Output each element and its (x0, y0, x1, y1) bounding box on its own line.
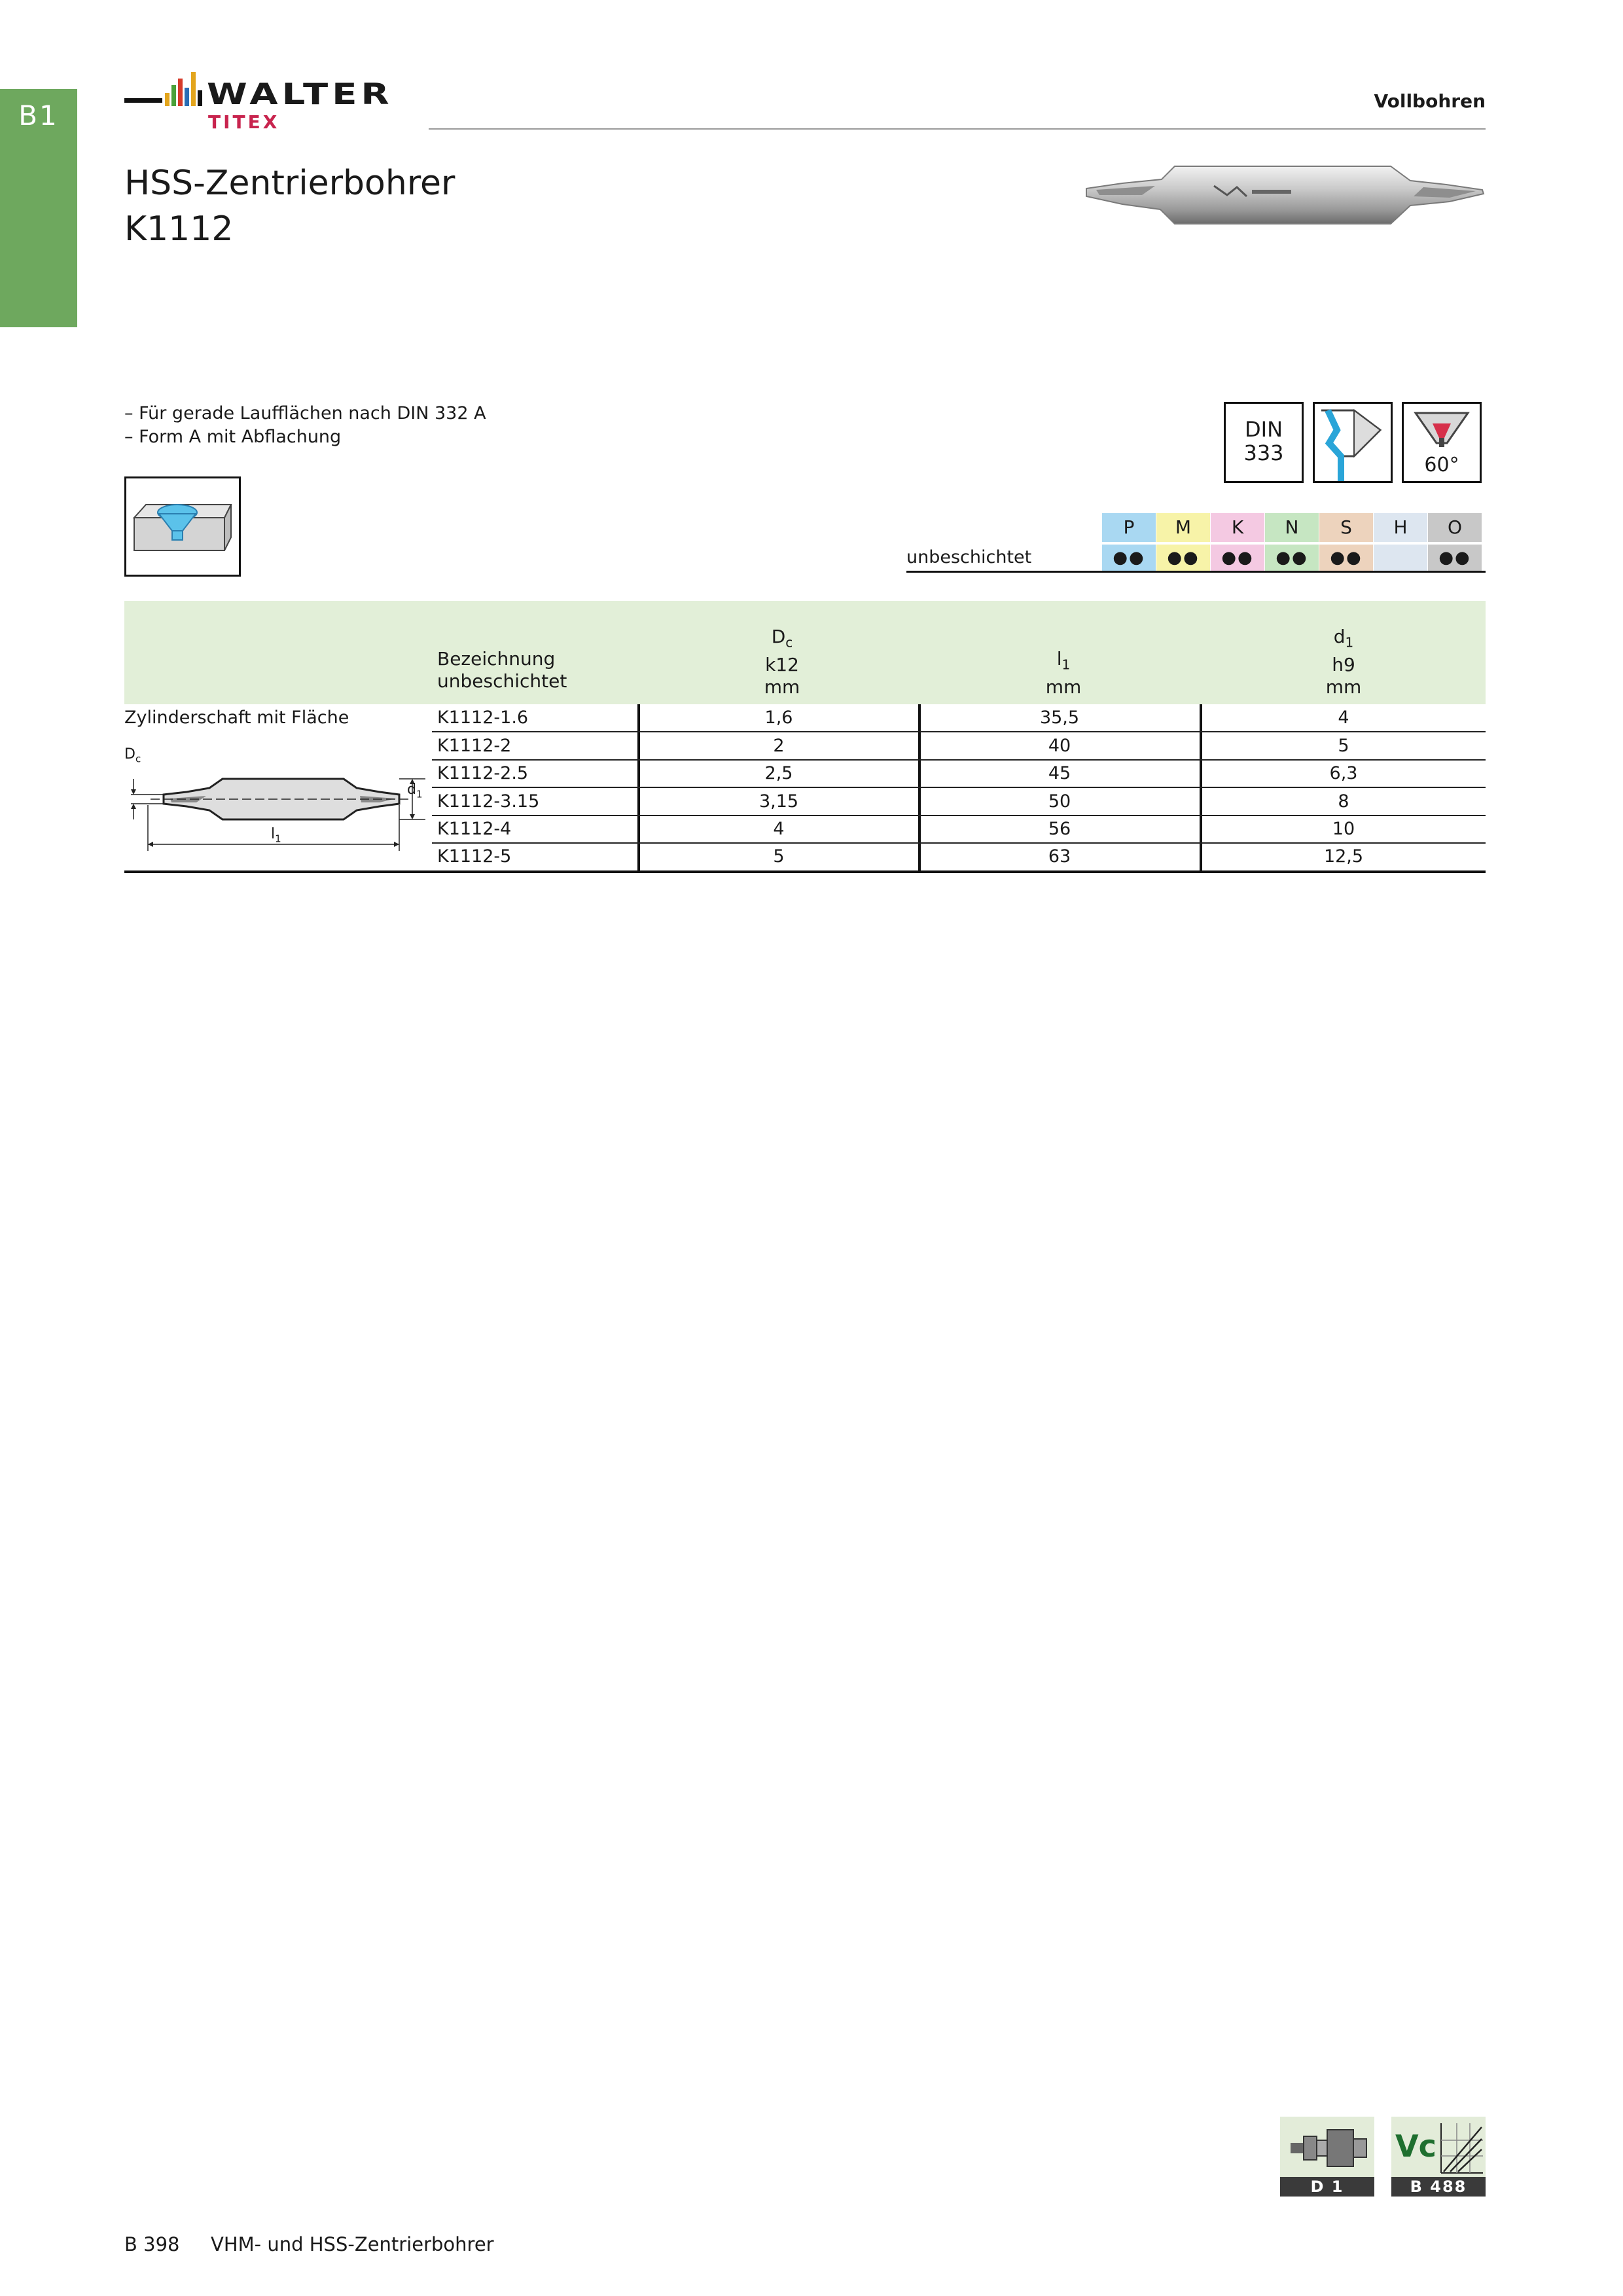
table-cell-dc: 5 (773, 846, 785, 867)
material-group-table (906, 513, 1486, 573)
table-cell-dc: 4 (773, 819, 785, 839)
cutting-data-reference-label[interactable]: B 488 (1391, 2177, 1486, 2197)
table-cell-code: K1112-4 (437, 819, 512, 839)
table-cell-dc: 3,15 (758, 791, 799, 812)
material-header-m: M (1156, 513, 1210, 542)
col-header-dc: $D_c$ k12 mm (764, 626, 800, 698)
material-rating-h (1374, 545, 1427, 571)
table-cell-d1: 6,3 (1329, 763, 1358, 783)
table-cell-l1: 50 (1048, 791, 1071, 812)
cutting-data-reference-icon[interactable] (1391, 2117, 1486, 2177)
feature-item: – Für gerade Laufflächen nach DIN 332 A (124, 403, 486, 423)
table-cell-d1: 12,5 (1323, 846, 1364, 867)
table-cell-code: K1112-2.5 (437, 763, 529, 783)
feature-item: – Form A mit Abflachung (124, 427, 342, 447)
col-header-l1: $l_1$ mm (1045, 648, 1082, 698)
footer-chapter-title: VHM- und HSS-Zentrierbohrer (211, 2233, 494, 2255)
material-header-s: S (1319, 513, 1373, 542)
table-cell-l1: 40 (1048, 736, 1071, 756)
point-angle-label: 60° (1424, 454, 1459, 476)
table-cell-code: K1112-5 (437, 846, 512, 867)
product-code: K1112 (124, 209, 234, 249)
table-bottom-rule (124, 870, 1486, 873)
col-header-designation: Bezeichnung unbeschichtet (437, 648, 567, 692)
material-header-h: H (1374, 513, 1427, 542)
brand-name: WALTER (207, 77, 393, 111)
dim-label-l1: $l_1$ (271, 826, 281, 845)
table-cell-d1: 8 (1338, 791, 1349, 812)
material-rating-k: ●● (1211, 545, 1264, 571)
material-table-rule (906, 571, 1486, 573)
center-hole-icon (124, 476, 241, 577)
col-header-d1: $d_1$ h9 mm (1325, 626, 1362, 698)
page-number: B 398 (124, 2233, 180, 2255)
chapter-tab-label: B1 (18, 99, 59, 132)
dim-label-dc: $D_c$ (124, 746, 141, 765)
toolholder-reference-icon[interactable] (1280, 2117, 1374, 2177)
material-rating-s: ●● (1319, 545, 1373, 571)
table-cell-d1: 5 (1338, 736, 1349, 756)
table-cell-code: K1112-3.15 (437, 791, 540, 812)
material-header-o: O (1428, 513, 1482, 542)
din-standard-badge (1224, 402, 1304, 483)
material-rating-n: ●● (1265, 545, 1319, 571)
shank-type-icon (1313, 402, 1393, 483)
vc-symbol: Vc (1395, 2128, 1436, 2164)
toolholder-reference-label[interactable]: D 1 (1280, 2177, 1374, 2197)
table-cell-code: K1112-2 (437, 736, 512, 756)
dim-label-d1: $d_1$ (407, 781, 423, 800)
shank-type-label: Zylinderschaft mit Fläche (124, 708, 349, 728)
material-rating-p: ●● (1102, 545, 1156, 571)
table-cell-d1: 4 (1338, 708, 1349, 728)
table-cell-l1: 35,5 (1039, 708, 1080, 728)
product-image (1083, 156, 1486, 234)
table-cell-dc: 1,6 (764, 708, 793, 728)
material-header-p: P (1102, 513, 1156, 542)
table-cell-d1: 10 (1332, 819, 1355, 839)
table-cell-l1: 56 (1048, 819, 1071, 839)
table-cell-dc: 2 (773, 736, 785, 756)
header-rule (429, 128, 1486, 130)
din-label: DIN (1244, 417, 1283, 442)
brand-sub: TITEX (208, 111, 280, 133)
table-cell-code: K1112-1.6 (437, 708, 529, 728)
material-header-k: K (1211, 513, 1264, 542)
material-rating-m: ●● (1156, 545, 1210, 571)
coating-label: unbeschichtet (906, 547, 1032, 567)
section-label: Vollbohren (1374, 90, 1486, 112)
table-cell-dc: 2,5 (764, 763, 793, 783)
material-header-n: N (1265, 513, 1319, 542)
page-title: HSS-Zentrierbohrer (124, 164, 455, 203)
din-number: 333 (1243, 440, 1284, 465)
material-rating-o: ●● (1428, 545, 1482, 571)
table-cell-l1: 45 (1048, 763, 1071, 783)
point-angle-icon (1402, 402, 1482, 483)
table-cell-l1: 63 (1048, 846, 1071, 867)
